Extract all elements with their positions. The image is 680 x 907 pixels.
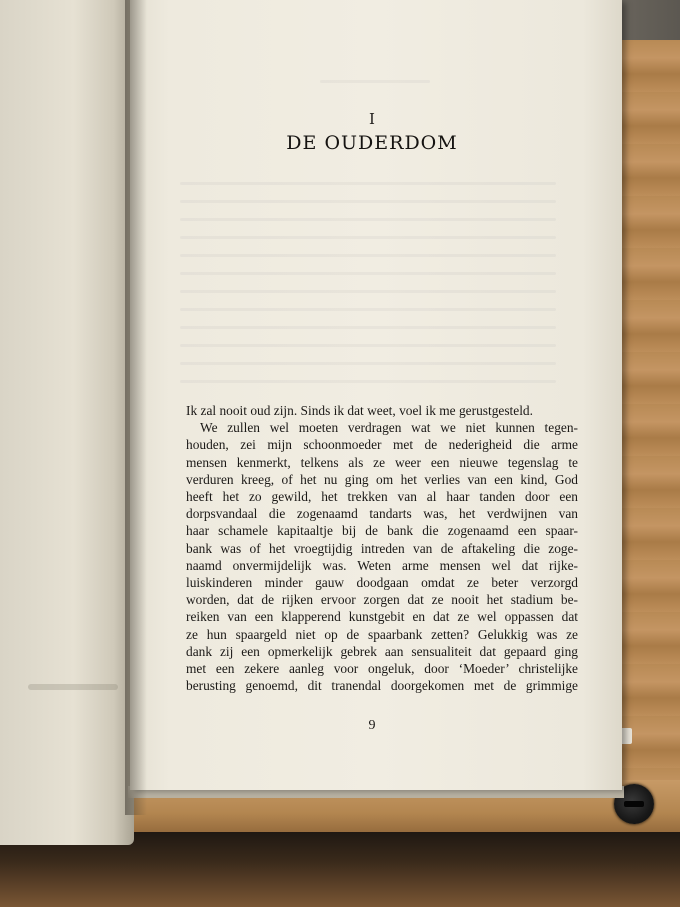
text-line: berusting genoemd, dit tranendal doorgekomen met de grimmige [186, 678, 578, 694]
bleed-through-line [180, 326, 556, 329]
text-line: dorpsvandaal die zogenaamd tandarts was, het verdwijnen van [186, 506, 578, 522]
bleed-through-line [180, 380, 556, 383]
left-page-bleed-mark [28, 684, 118, 690]
bleed-through-line [180, 218, 556, 221]
chapter-title: DE OUDERDOM [286, 132, 458, 154]
text-line: dank zij een opmerkelijk gebrek aan sensualiteit dat gepaard ging [186, 643, 578, 659]
page-number: 9 [368, 718, 376, 733]
bleed-through-line [180, 254, 556, 257]
bleed-through-line [180, 182, 556, 185]
bleed-through-line [180, 344, 556, 347]
text-line: mensen kenmerkt, telkens als ze weer een nieuwe tegenslag te [186, 454, 578, 470]
text-line: heeft het zo gewild, het trekken van al haar tanden door een [186, 489, 578, 505]
bleed-through-line [180, 236, 556, 239]
text-line: We zullen wel moeten verdragen wat we niet kunnen tegen- [200, 420, 578, 436]
text-line: bank was of het vroegtijdig intreden van de aftakeling die zoge- [186, 540, 578, 556]
bleed-through-line [320, 80, 430, 83]
text-line: luiskinderen minder gauw doodgaan omdat ze beter verzorgd [186, 575, 578, 591]
bleed-through-line [180, 362, 556, 365]
body-text [186, 402, 578, 694]
bleed-through-line [180, 200, 556, 203]
text-line: ze hun spaargeld niet op de spaarbank zetten? Gelukkig was ze [186, 626, 578, 642]
chapter-number: I [369, 110, 375, 128]
bleed-through-line [180, 308, 556, 311]
bleed-through-line [180, 272, 556, 275]
text-line: naamd onvermijdelijk was. Weten arme mensen wel dat rijke- [186, 557, 578, 573]
text-line: verduren kreeg, of het nu ging om het verlies van een kind, God [186, 471, 578, 487]
text-line: haar schamele kapitaaltje bij de bank die zogenaamd een spaar- [186, 523, 578, 539]
text-line: houden, zei mijn schoonmoeder met de nederigheid die arme [186, 437, 578, 453]
text-line: reiken van een klapperend kunstgebit en dat ze wel oppassen dat [186, 609, 578, 625]
text-line: worden, dat de rijken ervoor zorgen dat ze nooit het stadium be- [186, 592, 578, 608]
text-line: Ik zal nooit oud zijn. Sinds ik dat weet, voel ik me gerustgesteld. [186, 403, 533, 418]
left-page [0, 0, 134, 845]
text-line: met een zekere aanleg voor ongeluk, door ‘Moeder’ christelijke [186, 661, 578, 677]
screw-slot [624, 801, 644, 807]
bleed-through-line [180, 290, 556, 293]
